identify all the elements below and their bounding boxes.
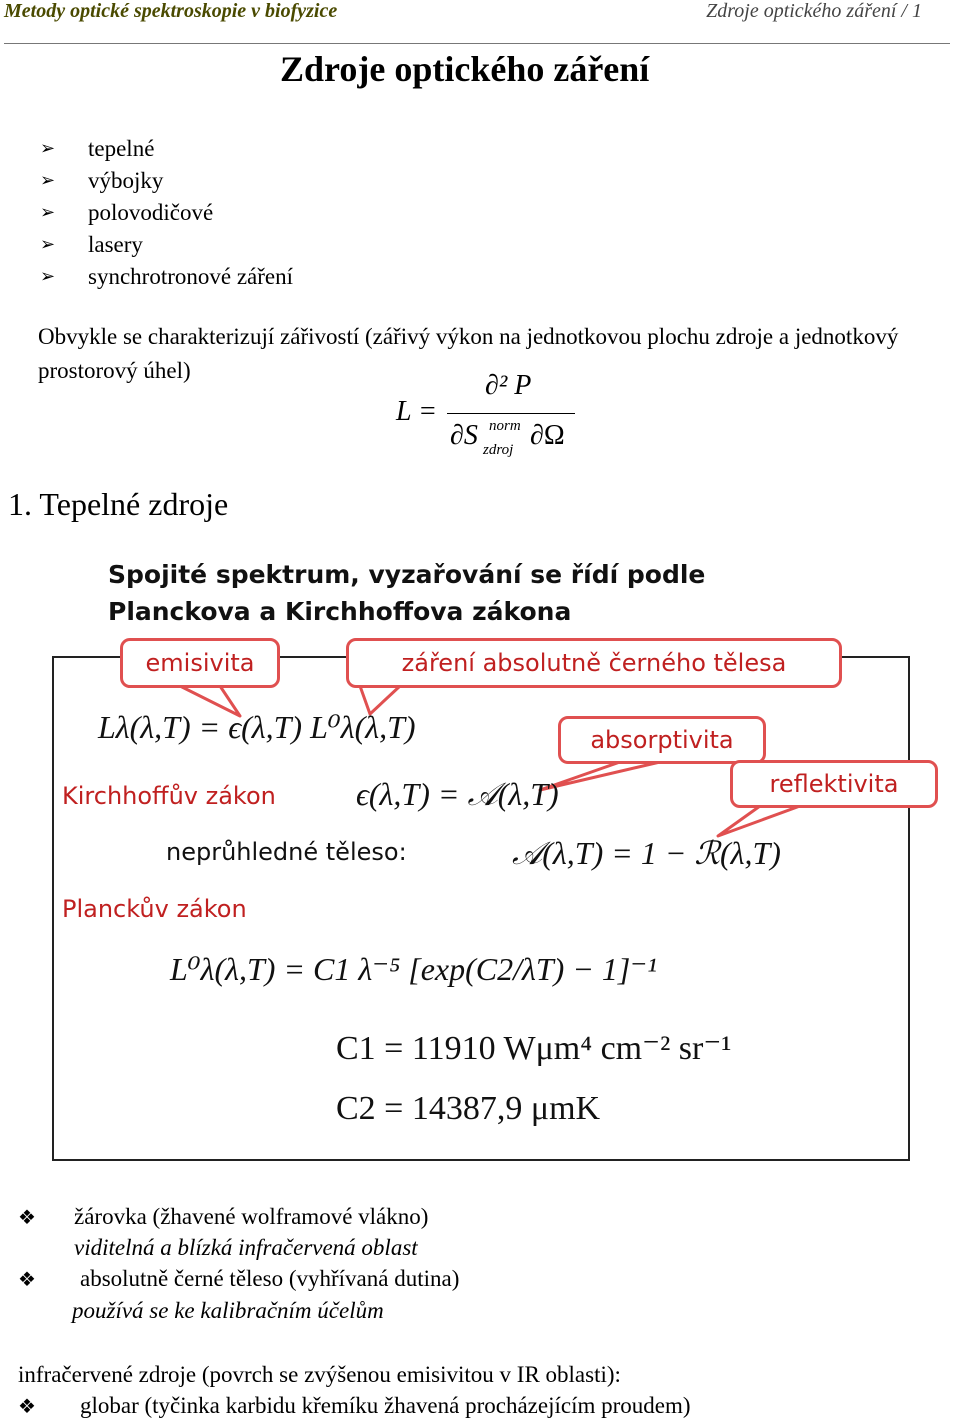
equation-planck: L⁰λ(λ,T) = C1 λ⁻⁵ [exp(C2/λT) − 1]⁻¹ [170, 951, 657, 987]
list-item [18, 1204, 428, 1230]
formula-numerator: ∂² P [485, 370, 532, 401]
callout-absorptivity: absorptivita [558, 716, 766, 764]
list-item [18, 1393, 691, 1419]
diamond-bullet-icon: ❖ [18, 1205, 36, 1229]
list-item-text: výbojky [88, 168, 164, 193]
arrow-bullet-icon: ➢ [40, 266, 56, 287]
diamond-bullet-icon: ❖ [18, 1267, 36, 1291]
section-heading: 1. Tepelné zdroje [8, 486, 229, 522]
figure-heading-1: Spojité spektrum, vyzařování se řídí podle [108, 560, 706, 589]
constant-c1: C1 = 11910 Wμm⁴ cm⁻² sr⁻¹ [336, 1030, 732, 1067]
ir-item-text: globar (tyčinka karbidu křemíku žhavená procházejícím proudem) [80, 1393, 691, 1418]
list-item-text: lasery [88, 232, 143, 257]
arrow-bullet-icon: ➢ [40, 170, 56, 191]
diamond-bullet-icon: ❖ [18, 1394, 36, 1418]
arrow-bullet-icon: ➢ [40, 138, 56, 159]
equation-main: Lλ(λ,T) = ϵ(λ,T) L⁰λ(λ,T) [98, 709, 416, 745]
source-note: viditelná a blízká infračervená oblast [74, 1235, 418, 1260]
intro-paragraph: Obvykle se charakterizují zářivostí (zářivý výkon na jednotkovou plochu zdroje a jednotkový prostorový úhel) [38, 324, 899, 383]
formula-den-tail: ∂Ω [530, 420, 565, 451]
list-item-text: synchrotronové záření [88, 264, 294, 289]
arrow-bullet-icon: ➢ [40, 234, 56, 255]
ir-intro: infračervené zdroje (povrch se zvýšenou emisivitou v IR oblasti): [18, 1362, 621, 1387]
list-item [18, 1266, 459, 1292]
source-note: používá se ke kalibračním účelům [72, 1298, 384, 1323]
formula-den-sup: norm [489, 418, 521, 434]
figure-heading-2: Planckova a Kirchhoffova zákona [108, 597, 572, 626]
arrow-bullet-icon: ➢ [40, 202, 56, 223]
equation-kirchhoff: ϵ(λ,T) = 𝒜(λ,T) [356, 776, 559, 812]
source-name: žárovka (žhavené wolframové vlákno) [74, 1204, 429, 1229]
page-title: Zdroje optického záření [280, 49, 650, 89]
constant-c2: C2 = 14387,9 μmK [336, 1090, 601, 1127]
callout-blackbody: záření absolutně černého tělesa [346, 638, 842, 688]
callout-reflectivity: reflektivita [730, 760, 938, 808]
list-item-text: polovodičové [88, 200, 214, 225]
planck-label: Planckův zákon [62, 895, 247, 923]
equation-opaque: 𝒜(λ,T) = 1 − ℛ(λ,T) [512, 835, 781, 871]
list-item-text: tepelné [88, 136, 155, 161]
opaque-label: neprůhledné těleso: [166, 838, 407, 866]
header-page: Zdroje optického záření / 1 [706, 0, 922, 22]
source-name: absolutně černé těleso (vyhřívaná dutina) [80, 1266, 460, 1291]
formula-lhs: L = [396, 396, 437, 427]
formula-den-sub: zdroj [483, 442, 514, 458]
callout-emissivity: emisivita [120, 638, 280, 688]
header-title: Metody optické spektroskopie v biofyzice [4, 0, 338, 22]
formula-den-main: ∂S [450, 420, 478, 451]
kirchhoff-label: Kirchhoffův zákon [62, 782, 276, 810]
